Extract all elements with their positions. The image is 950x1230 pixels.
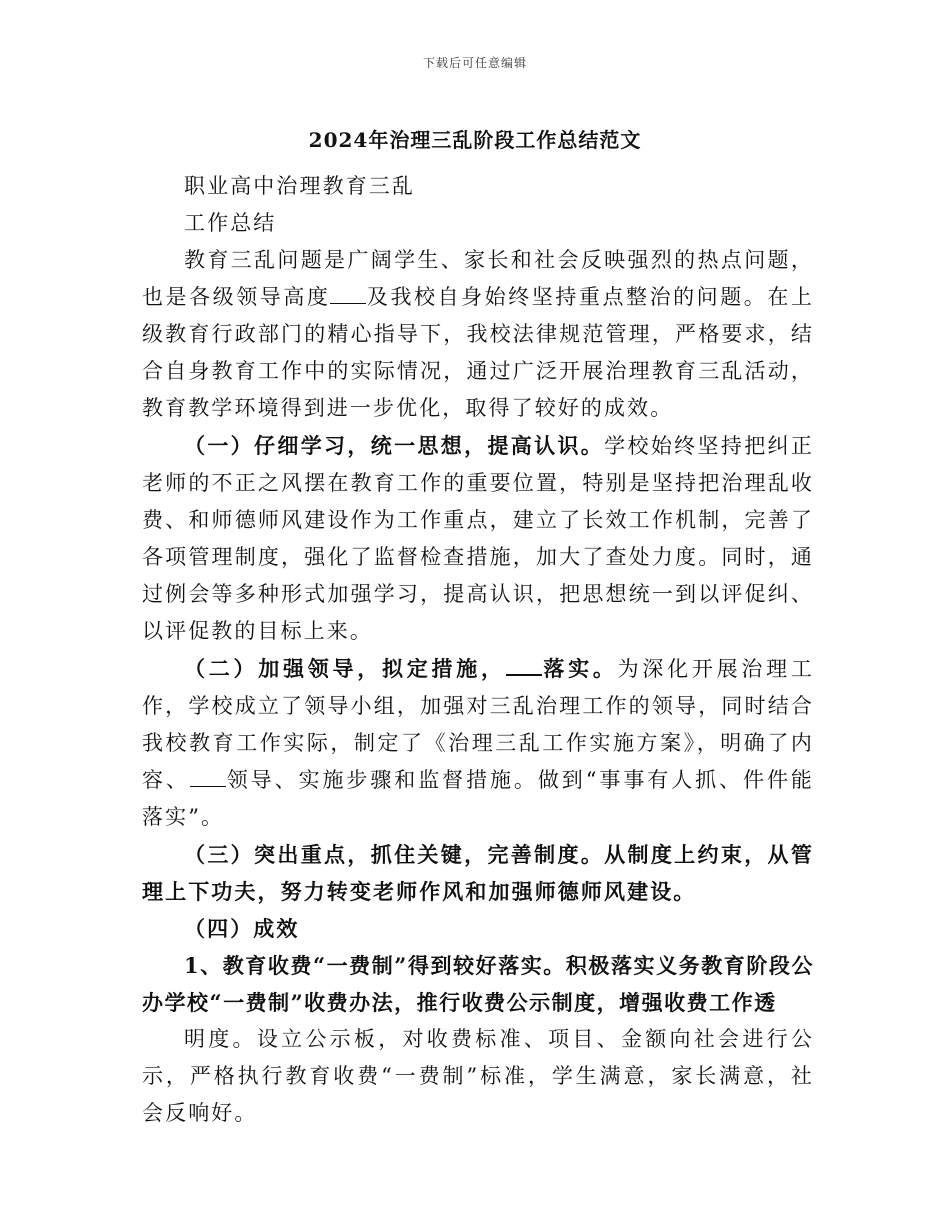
section-2-paragraph <box>142 650 814 836</box>
section-4-heading: （四）成效 <box>184 916 300 941</box>
blank-underline <box>330 302 366 304</box>
section-1-paragraph <box>142 427 814 650</box>
section-2-text-b: 领导、实施步骤和监督措施。做到“事事有人抓、件件能落实”。 <box>142 768 814 829</box>
document-body <box>142 168 814 1132</box>
section-4-item-1-text: 明度。设立公示板，对收费标准、项目、金额向社会进行公示，严格执行教育收费“一费制”标准，学生满意，家长满意，社会反响好。 <box>142 1027 814 1125</box>
intro-text-a: 教育三乱问题是广阔学生、家长和社会反映强烈的热点问题，也是各级领导高度 <box>142 248 814 309</box>
section-2-heading-b: 落实。 <box>541 656 618 681</box>
section-2-text-a: 为深化开展治理工作，学校成立了领导小组，加强对三乱治理工作的领导，同时结合我校教育工作实际，制定了《治理三乱工作实施方案》，明确了内容、 <box>142 657 814 792</box>
header-note: 下载后可任意编辑 <box>422 56 527 70</box>
subtitle-line-1: 职业高中治理教育三乱 <box>184 174 415 198</box>
section-1-text: 学校始终坚持把纠正老师的不正之风摆在教育工作的重要位置，特别是坚持把治理乱收费、和师德师风建设作为工作重点，建立了长效工作机制，完善了各项管理制度，强化了监督检查措施，加大了查处力度。同时，通过例会等多种形式加强学习，提高认识，把思想统一到以评促纠、以评促教的目标上来。 <box>142 434 814 643</box>
blank-underline <box>506 673 542 676</box>
intro-text-b: 及我校自身始终坚持重点整治的问题。在上级教育行政部门的精心指导下，我校法律规范管理，严格要求，结合自身教育工作中的实际情况，通过广泛开展治理教育三乱活动，教育教学环境得到进一步优化，取得了较好的成效。 <box>142 285 814 420</box>
intro-paragraph <box>142 242 814 427</box>
section-2-heading-a: （二）加强领导，拟定措施， <box>184 656 506 681</box>
section-4-item-1-heading: 1、教育收费“一费制”得到较好落实。积极落实义务教育阶段公办学校“一费制”收费办法，推行收费公示制度，增强收费工作透 <box>142 953 814 1015</box>
document-title: 2024年治理三乱阶段工作总结范文 <box>308 128 642 152</box>
blank-underline <box>190 785 226 787</box>
subtitle-line-2: 工作总结 <box>184 211 277 235</box>
section-3-paragraph: （三）突出重点，抓住关键，完善制度。从制度上约束，从管理上下功夫，努力转变老师作风和加强师德师风建设。 <box>142 842 814 904</box>
section-1-heading: （一）仔细学习，统一思想，提高认识。 <box>184 433 605 458</box>
